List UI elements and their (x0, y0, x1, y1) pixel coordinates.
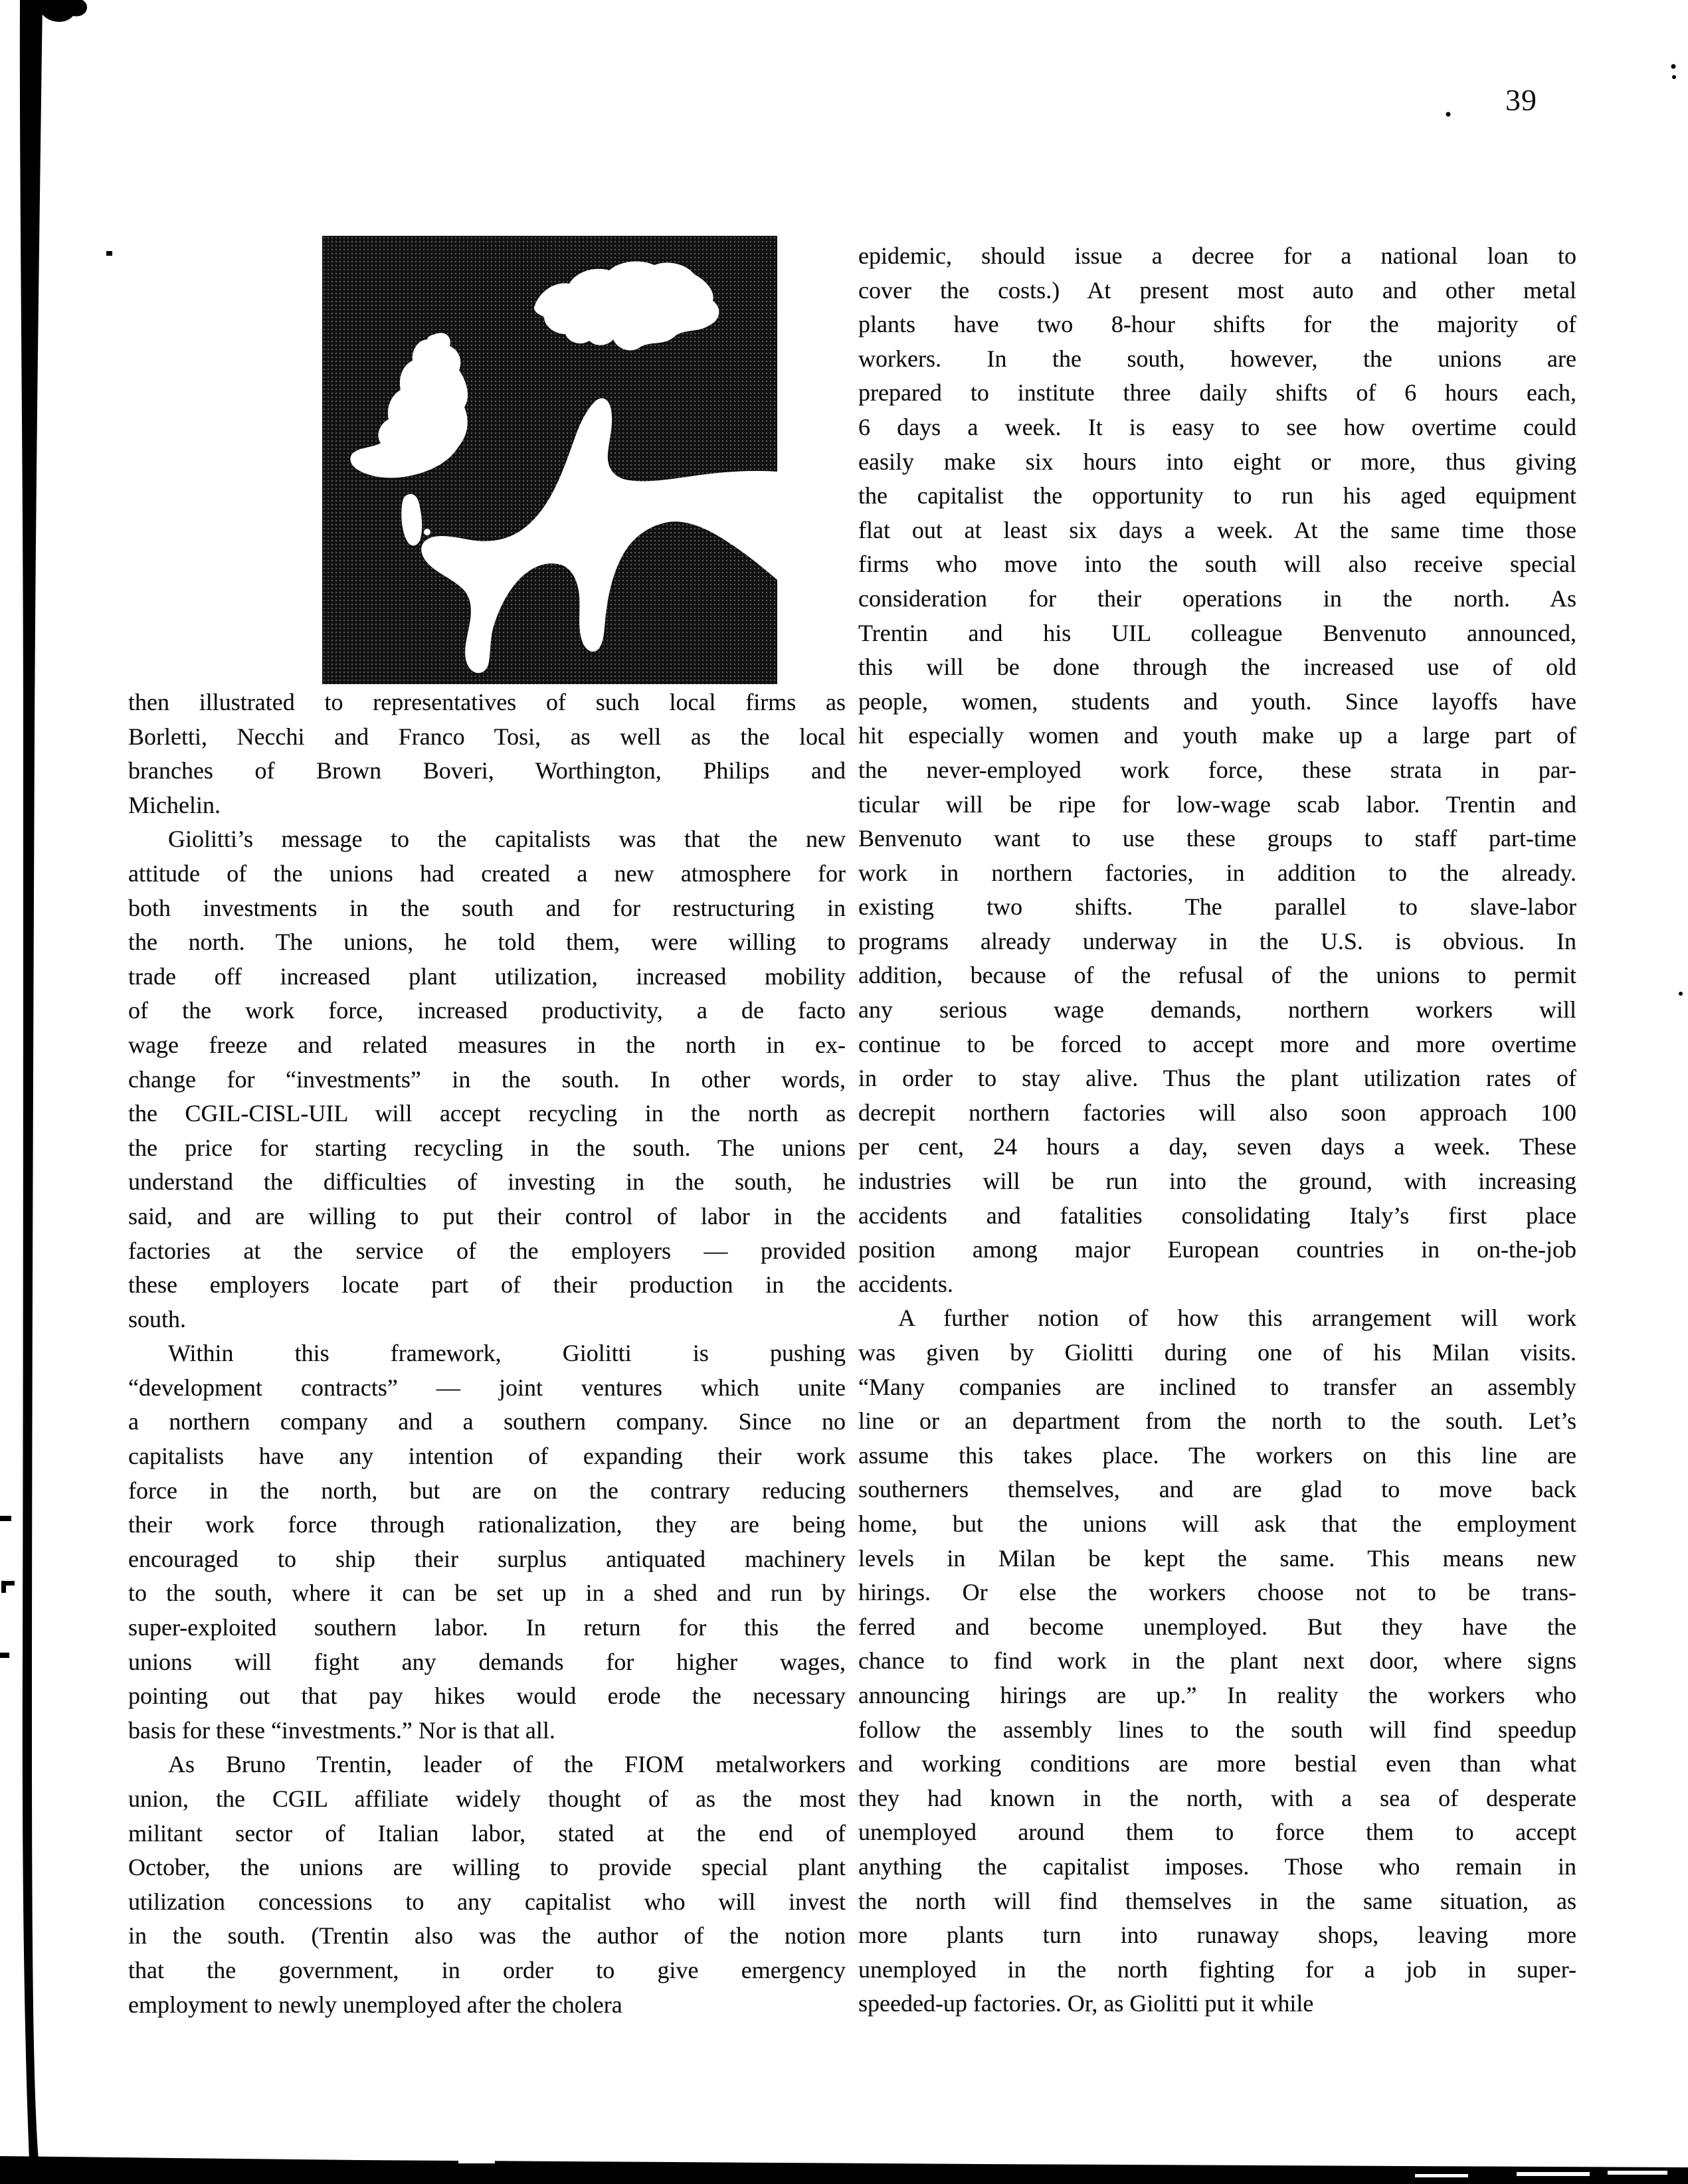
text-line: of the work force, increased productivity, a de facto (128, 997, 846, 1024)
text-line: line or an department from the north to the south. Let’s (858, 1408, 1576, 1435)
text-line: Trentin and his UIL colleague Benvenuto announced, (858, 619, 1576, 646)
scan-bar-bottom (0, 2156, 1688, 2184)
scan-speck-colon-top (1671, 64, 1676, 69)
scan-fleck (106, 251, 112, 256)
text-line: their work force through rationalization, they are being (128, 1511, 846, 1538)
text-line: unions will fight any demands for higher wages, (128, 1648, 846, 1675)
text-line: the north will find themselves in the same situation, as (858, 1887, 1576, 1914)
text-line: levels in Milan be kept the same. This means new (858, 1544, 1576, 1572)
text-line: As Bruno Trentin, leader of the FIOM metalworkers (168, 1751, 846, 1778)
text-line: chance to find work in the plant next door, where signs (858, 1647, 1576, 1675)
text-line: militant sector of Italian labor, stated at the end of (128, 1819, 846, 1847)
halftone-map-shapes (322, 236, 777, 684)
text-line: basis for these “investments.” Nor is that all. (128, 1716, 555, 1744)
text-line: was given by Giolitti during one of his Milan visits. (858, 1339, 1576, 1366)
text-line: assume this takes place. The workers on this line are (858, 1441, 1576, 1469)
text-line: consideration for their operations in the north. As (858, 585, 1576, 612)
text-line: trade off increased plant utilization, increased mobility (128, 962, 846, 990)
text-line: Giolitti’s message to the capitalists was that the new (168, 826, 846, 853)
text-line: a northern company and a southern company. Since no (128, 1408, 846, 1435)
text-line: per cent, 24 hours a day, seven days a week. These (858, 1133, 1576, 1160)
text-line: more plants turn into runaway shops, leaving more (858, 1922, 1576, 1949)
scan-bar-nick-1 (1517, 2172, 1590, 2176)
text-line: people, women, students and youth. Since layoffs have (858, 687, 1576, 715)
page-number: 39 (1505, 83, 1537, 117)
paragraph (128, 1748, 846, 2022)
scan-speck-colon-bottom (1672, 75, 1676, 79)
text-line: plants have two 8-hour shifts for the majority of (858, 311, 1576, 338)
text-line: existing two shifts. The parallel to slave-labor (858, 893, 1576, 921)
text-line: hit especially women and youth make up a large part of (858, 722, 1576, 749)
map-islet-dot (424, 529, 430, 535)
text-line: decrepit northern factories will also soon approach 100 (858, 1099, 1576, 1126)
scan-mark-left-1 (0, 1516, 11, 1521)
text-line: any serious wage demands, northern workers will (858, 996, 1576, 1024)
text-line: position among major European countries in on-the-job (858, 1236, 1576, 1263)
text-line: attitude of the unions had created a new atmosphere for (128, 860, 846, 887)
text-line: flat out at least six days a week. At the same time those (858, 516, 1576, 543)
map-shape-top-right (534, 261, 719, 350)
left-text-column (128, 685, 846, 2022)
text-line: “Many companies are inclined to transfer an assembly (858, 1373, 1576, 1400)
text-line: in order to stay alive. Thus the plant utilization rates of (858, 1065, 1576, 1092)
text-line: utilization concessions to any capitalist who will invest (128, 1888, 846, 1915)
scan-blob-top-left (19, 0, 87, 22)
text-line: then illustrated to representatives of such local firms as (128, 689, 846, 715)
text-line: addition, because of the refusal of the unions to permit (858, 962, 1576, 989)
text-line: factories at the service of the employers — provided (128, 1237, 846, 1264)
text-line: Michelin. (128, 791, 221, 818)
text-line: the never-employed work force, these strata in par- (858, 756, 1576, 783)
text-line: cover the costs.) At present most auto and other metal (858, 276, 1576, 304)
text-line: hirings. Or else the workers choose not to be trans- (858, 1579, 1576, 1606)
text-line: anything the capitalist imposes. Those who remain in (858, 1853, 1576, 1880)
text-line: ticular will be ripe for low-wage scab labor. Trentin and (858, 790, 1576, 818)
text-line: that the government, in order to give emergency (128, 1956, 846, 1983)
text-line: south. (128, 1305, 187, 1332)
text-line: in the south. (Trentin also was the author of the notion (128, 1922, 846, 1950)
scan-bar-nick-2 (1415, 2174, 1468, 2177)
text-line: home, but the unions will ask that the employment (858, 1510, 1576, 1537)
scan-mark-left-2 (1, 1581, 15, 1593)
text-line: they had known in the north, with a sea of desperate (858, 1784, 1576, 1811)
text-line: announcing hirings are up.” In reality the workers who (858, 1681, 1576, 1708)
text-line: speeded-up factories. Or, as Giolitti put it while (858, 1990, 1314, 2017)
paragraph (128, 1336, 846, 1748)
text-line: branches of Brown Boveri, Worthington, Philips and (128, 757, 846, 784)
text-line: firms who move into the south will also receive special (858, 551, 1576, 578)
scan-streak-left-edge (20, 0, 43, 2160)
right-text-column (858, 239, 1576, 2021)
text-line: easily make six hours into eight or more, thus giving (858, 448, 1576, 475)
paragraph (128, 822, 846, 1336)
scan-bar-nick-3 (1608, 2171, 1667, 2175)
text-line: understand the difficulties of investing in the south, he (128, 1168, 846, 1196)
text-line: capitalists have any intention of expanding their work (128, 1443, 846, 1470)
text-line: unemployed in the north fighting for a job in super- (858, 1956, 1576, 1983)
paragraph (128, 685, 846, 822)
text-line: Borletti, Necchi and Franco Tosi, as well as the local (128, 723, 846, 750)
text-line: follow the assembly lines to the south will find speedup (858, 1716, 1576, 1743)
scan-bar-nick-4 (458, 2161, 495, 2163)
text-line: super-exploited southern labor. In return for this the (128, 1614, 846, 1641)
scan-speck-dot (1446, 112, 1451, 117)
text-line: wage freeze and related measures in the north in ex- (128, 1031, 846, 1058)
scan-speck-right-edge (1679, 992, 1683, 996)
text-line: pointing out that pay hikes would erode the necessary (128, 1683, 846, 1710)
text-line: Benvenuto want to use these groups to staff part-time (858, 825, 1576, 852)
text-line: encouraged to ship their surplus antiquated machinery (128, 1545, 846, 1572)
text-line: the capitalist the opportunity to run his aged equipment (858, 482, 1576, 509)
map-shape-left (350, 333, 468, 478)
text-line: said, and are willing to put their control of labor in the (128, 1202, 846, 1229)
text-line: this will be done through the increased use of old (858, 654, 1576, 681)
text-line: accidents and fatalities consolidating Italy’s first place (858, 1202, 1576, 1229)
map-shape-sliver (401, 494, 422, 546)
text-line: Within this framework, Giolitti is pushing (168, 1340, 846, 1367)
text-line: A further notion of how this arrangement will work (898, 1305, 1576, 1332)
text-line: employment to newly unemployed after the cholera (128, 1991, 622, 2018)
text-line: continue to be forced to accept more and more overtime (858, 1030, 1576, 1057)
text-line: to the south, where it can be set up in a shed and run by (128, 1580, 846, 1607)
text-line: prepared to institute three daily shifts of 6 hours each, (858, 379, 1576, 407)
text-line: ferred and become unemployed. But they have the (858, 1613, 1576, 1640)
text-line: the CGIL-CISL-UIL will accept recycling in the north as (128, 1100, 846, 1127)
text-line: industries will be run into the ground, with increasing (858, 1168, 1576, 1195)
text-line: southerners themselves, and are glad to move back (858, 1476, 1576, 1503)
paragraph (858, 1301, 1576, 2021)
text-line: and working conditions are more bestial even than what (858, 1750, 1576, 1777)
text-line: force in the north, but are on the contrary reducing (128, 1477, 846, 1504)
text-line: 6 days a week. It is easy to see how overtime could (858, 413, 1576, 440)
text-line: “development contracts” — joint ventures which unite (128, 1374, 846, 1401)
text-line: accidents. (858, 1270, 953, 1297)
text-line: programs already underway in the U.S. is obvious. In (858, 927, 1576, 955)
text-line: work in northern factories, in addition to the already. (858, 859, 1576, 886)
scan-mark-left-3 (0, 1653, 9, 1658)
text-line: unemployed around them to force them to accept (858, 1819, 1576, 1846)
halftone-map-figure (322, 236, 777, 684)
text-line: the price for starting recycling in the south. The unions (128, 1134, 846, 1161)
text-line: these employers locate part of their production in the (128, 1271, 846, 1299)
text-line: workers. In the south, however, the unions are (858, 345, 1576, 372)
text-line: change for “investments” in the south. In other words, (128, 1065, 846, 1093)
text-line: October, the unions are willing to provide special plant (128, 1854, 846, 1881)
text-line: both investments in the south and for restructuring in (128, 894, 846, 921)
map-shape-bottom-right (421, 398, 777, 673)
text-line: union, the CGIL affiliate widely thought of as the most (128, 1785, 846, 1812)
text-line: epidemic, should issue a decree for a national loan to (858, 242, 1576, 269)
paragraph (858, 239, 1576, 1301)
text-line: the north. The unions, he told them, were willing to (128, 929, 846, 956)
